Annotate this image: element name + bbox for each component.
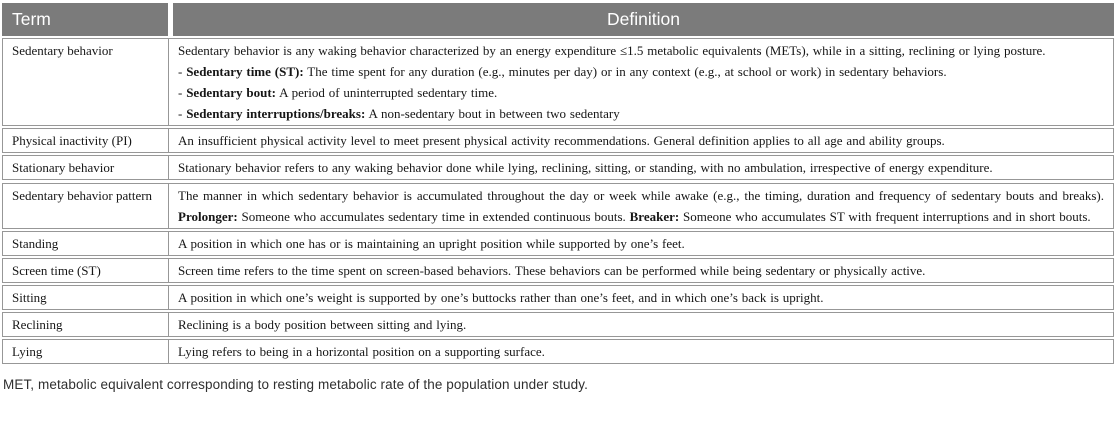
table-row [2,312,1114,337]
definition-cell [169,286,1113,309]
definition-cell [169,39,1113,125]
table-header-row [2,3,1114,36]
definition-paragraph: The manner in which sedentary behavior is accumulated throughout the day or week while awake (e.g., the timing, duration and frequency of sedentary bouts and breaks). Prolonger: Someone who accumulates sedentary time in extended continuous bouts. Breaker: Someone who accumulates ST with frequent interruptions and in short bouts. [178,188,1104,224]
definition-paragraph: A position in which one has or is maintaining an upright position while supported by one’s feet. [178,236,685,251]
column-header-definition: Definition [173,3,1114,36]
term-cell: Sedentary behavior pattern [3,184,169,228]
definition-cell [169,129,1113,152]
term-cell: Screen time (ST) [3,259,169,282]
definition-cell [169,156,1113,179]
column-header-term: Term [2,3,168,36]
definition-paragraph: Reclining is a body position between sitting and lying. [178,317,467,332]
term-cell: Stationary behavior [3,156,169,179]
definition-paragraph: Lying refers to being in a horizontal position on a supporting surface. [178,344,545,359]
table-row [2,231,1114,256]
table-row [2,258,1114,283]
definition-cell [169,232,1113,255]
term-cell: Physical inactivity (PI) [3,129,169,152]
table-row [2,285,1114,310]
definition-paragraph: - Sedentary bout: A period of uninterrupted sedentary time. [178,85,498,100]
table-footnote: MET, metabolic equivalent corresponding to resting metabolic rate of the population under study. [3,377,588,392]
definition-paragraph: - Sedentary time (ST): The time spent for any duration (e.g., minutes per day) or in any context (e.g., at school or work) in sedentary behaviors. [178,64,947,79]
term-cell: Reclining [3,313,169,336]
definition-paragraph: Sedentary behavior is any waking behavior characterized by an energy expenditure ≤1.5 metabolic equivalents (METs), while in a sitting, reclining or lying posture. [178,43,1046,58]
table-row [2,339,1114,364]
table-row [2,155,1114,180]
term-cell: Lying [3,340,169,363]
definition-cell [169,184,1113,228]
definition-paragraph: - Sedentary interruptions/breaks: A non-sedentary bout in between two sedentary [178,106,620,121]
table-body [2,38,1114,364]
definition-paragraph: Screen time refers to the time spent on screen-based behaviors. These behaviors can be performed while being sedentary or physically active. [178,263,926,278]
table-row [2,183,1114,229]
definition-cell [169,259,1113,282]
definition-paragraph: Stationary behavior refers to any waking behavior done while lying, reclining, sitting, or standing, with no ambulation, irrespective of energy expenditure. [178,160,993,175]
definition-paragraph: A position in which one’s weight is supported by one’s buttocks rather than one’s feet, and in which one’s back is upright. [178,290,824,305]
table-row [2,128,1114,153]
table-row [2,38,1114,126]
term-cell: Standing [3,232,169,255]
term-cell: Sitting [3,286,169,309]
term-cell: Sedentary behavior [3,39,169,125]
definition-cell [169,340,1113,363]
definition-paragraph: An insufficient physical activity level to meet present physical activity recommendations. General definition applies to all age and ability groups. [178,133,945,148]
definition-cell [169,313,1113,336]
